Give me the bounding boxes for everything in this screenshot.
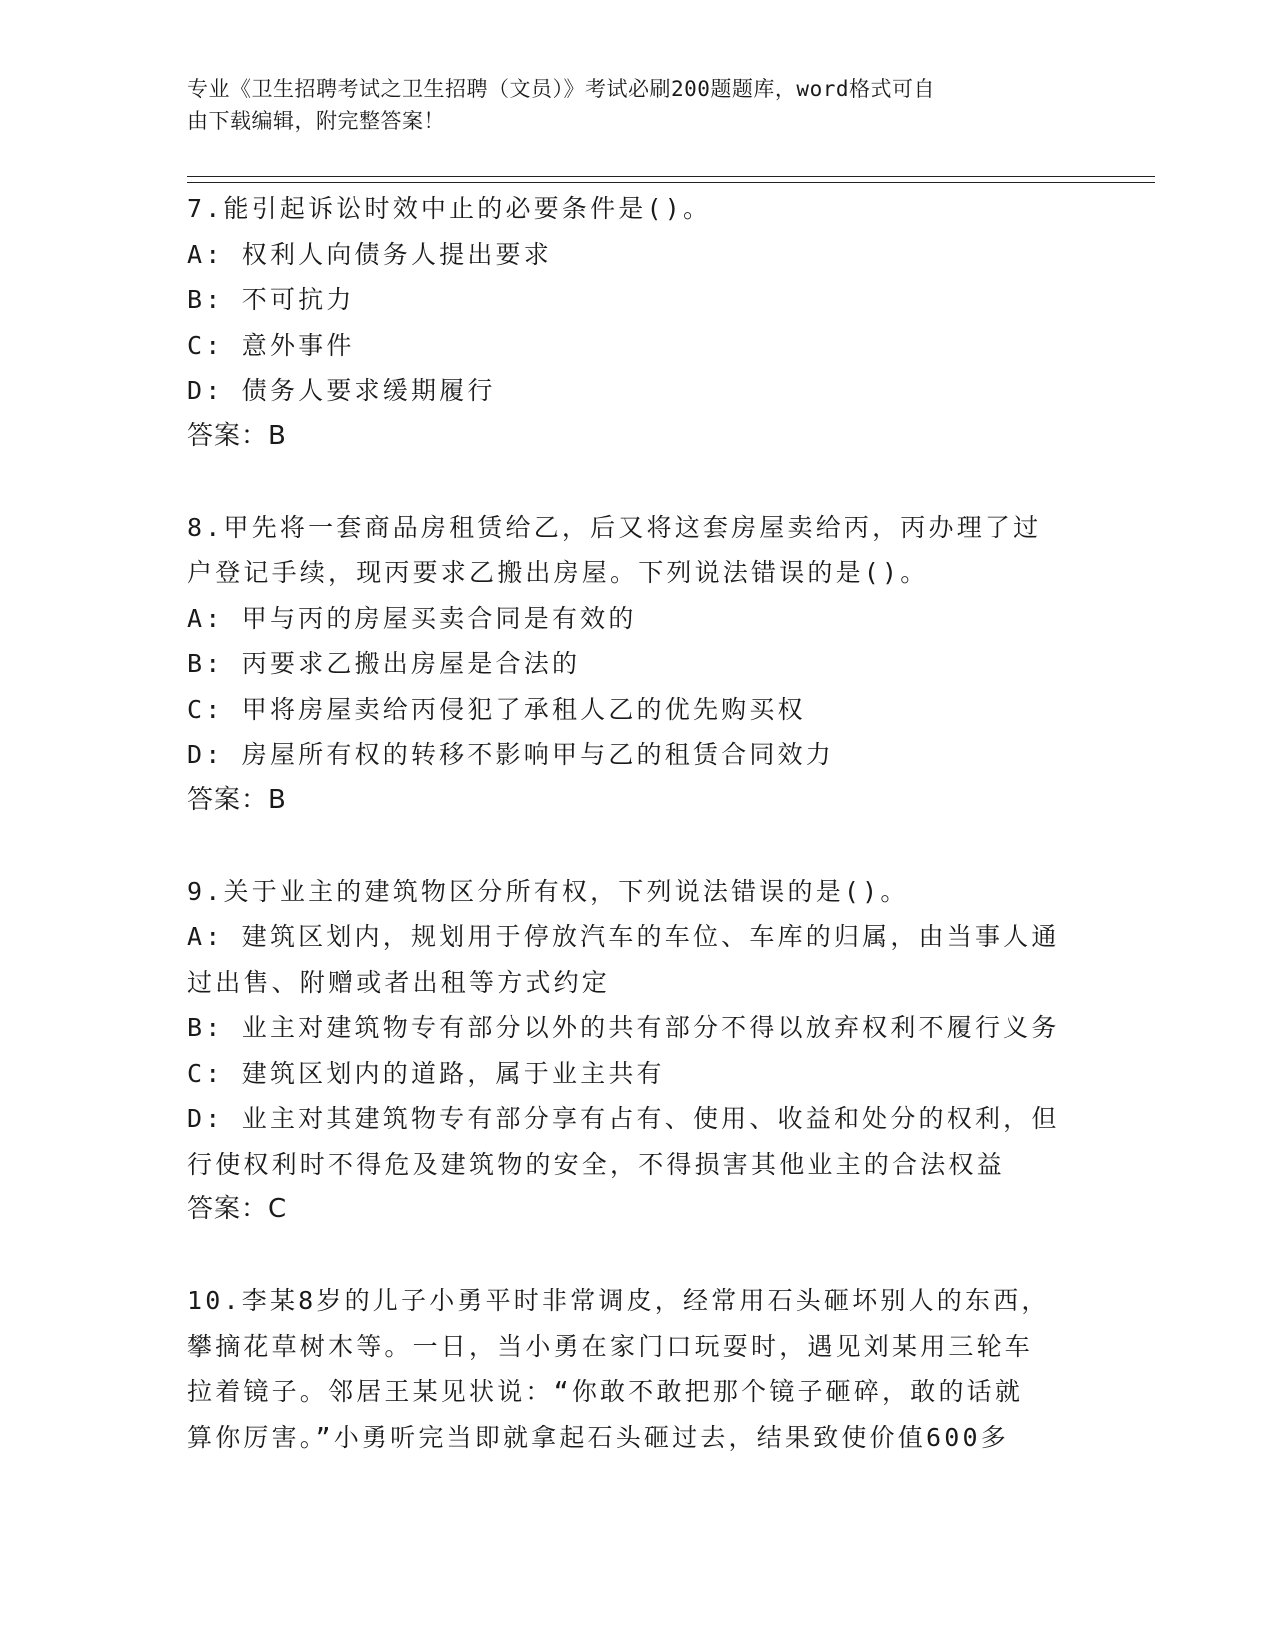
question-spacer: [187, 459, 1087, 505]
question-list: [187, 186, 1087, 1460]
option-b: B: 业主对建筑物专有部分以外的共有部分不得以放弃权利不履行义务: [187, 1013, 1060, 1042]
option-a: A: 甲与丙的房屋买卖合同是有效的: [187, 603, 637, 633]
question-stem: 攀摘花草树木等。一日，当小勇在家门口玩耍时，遇见刘某用三轮车: [187, 1331, 1034, 1361]
header-line-2: 由下载编辑，附完整答案！: [187, 109, 445, 133]
question-stem: 拉着镜子。邻居王某见状说：“你敢不敢把那个镜子砸碎，敢的话就: [187, 1377, 1024, 1406]
question-9: [187, 869, 1087, 1233]
answer-label: 答案：B: [187, 784, 287, 815]
question-stem: 10.李某8岁的儿子小勇平时非常调皮，经常用石头砸坏别人的东西，: [187, 1286, 1050, 1315]
question-stem: 7.能引起诉讼时效中止的必要条件是()。: [187, 194, 712, 223]
question-stem: 算你厉害。”小勇听完当即就拿起石头砸过去，结果致使价值600多: [187, 1422, 1009, 1452]
header-line-1: 专业《卫生招聘考试之卫生招聘（文员）》考试必刷200题题库，word格式可自: [187, 77, 935, 101]
answer-label: 答案：C: [187, 1194, 288, 1224]
option-c: C: 意外事件: [187, 330, 355, 360]
question-stem: 9.关于业主的建筑物区分所有权，下列说法错误的是()。: [187, 876, 909, 906]
header-divider-bottom: [187, 182, 1155, 183]
option-a: A: 权利人向债务人提出要求: [187, 239, 552, 269]
option-a: A: 建筑区划内，规划用于停放汽车的车位、车库的归属，由当事人通: [187, 922, 1060, 951]
option-d: 行使权利时不得危及建筑物的安全，不得损害其他业主的合法权益: [187, 1149, 1005, 1179]
header-divider-top: [187, 176, 1155, 177]
question-stem: 8.甲先将一套商品房租赁给乙，后又将这套房屋卖给丙，丙办理了过: [187, 512, 1042, 542]
question-8: [187, 505, 1087, 824]
option-d: D: 房屋所有权的转移不影响甲与乙的租赁合同效力: [187, 740, 834, 769]
answer-label: 答案：B: [187, 420, 287, 451]
question-stem: 户登记手续，现丙要求乙搬出房屋。下列说法错误的是()。: [187, 558, 929, 587]
question-spacer: [187, 823, 1087, 869]
option-d: D: 债务人要求缓期履行: [187, 376, 496, 405]
option-b: B: 丙要求乙搬出房屋是合法的: [187, 649, 581, 678]
question-10: [187, 1278, 1087, 1460]
question-7: [187, 186, 1087, 459]
option-c: C: 建筑区划内的道路，属于业主共有: [187, 1058, 665, 1088]
option-c: C: 甲将房屋卖给丙侵犯了承租人乙的优先购买权: [187, 694, 806, 724]
option-b: B: 不可抗力: [187, 285, 355, 314]
document-header: [187, 73, 1067, 137]
option-a: 过出售、附赠或者出租等方式约定: [187, 967, 611, 997]
option-d: D: 业主对其建筑物专有部分享有占有、使用、收益和处分的权利，但: [187, 1104, 1060, 1133]
question-spacer: [187, 1233, 1087, 1279]
